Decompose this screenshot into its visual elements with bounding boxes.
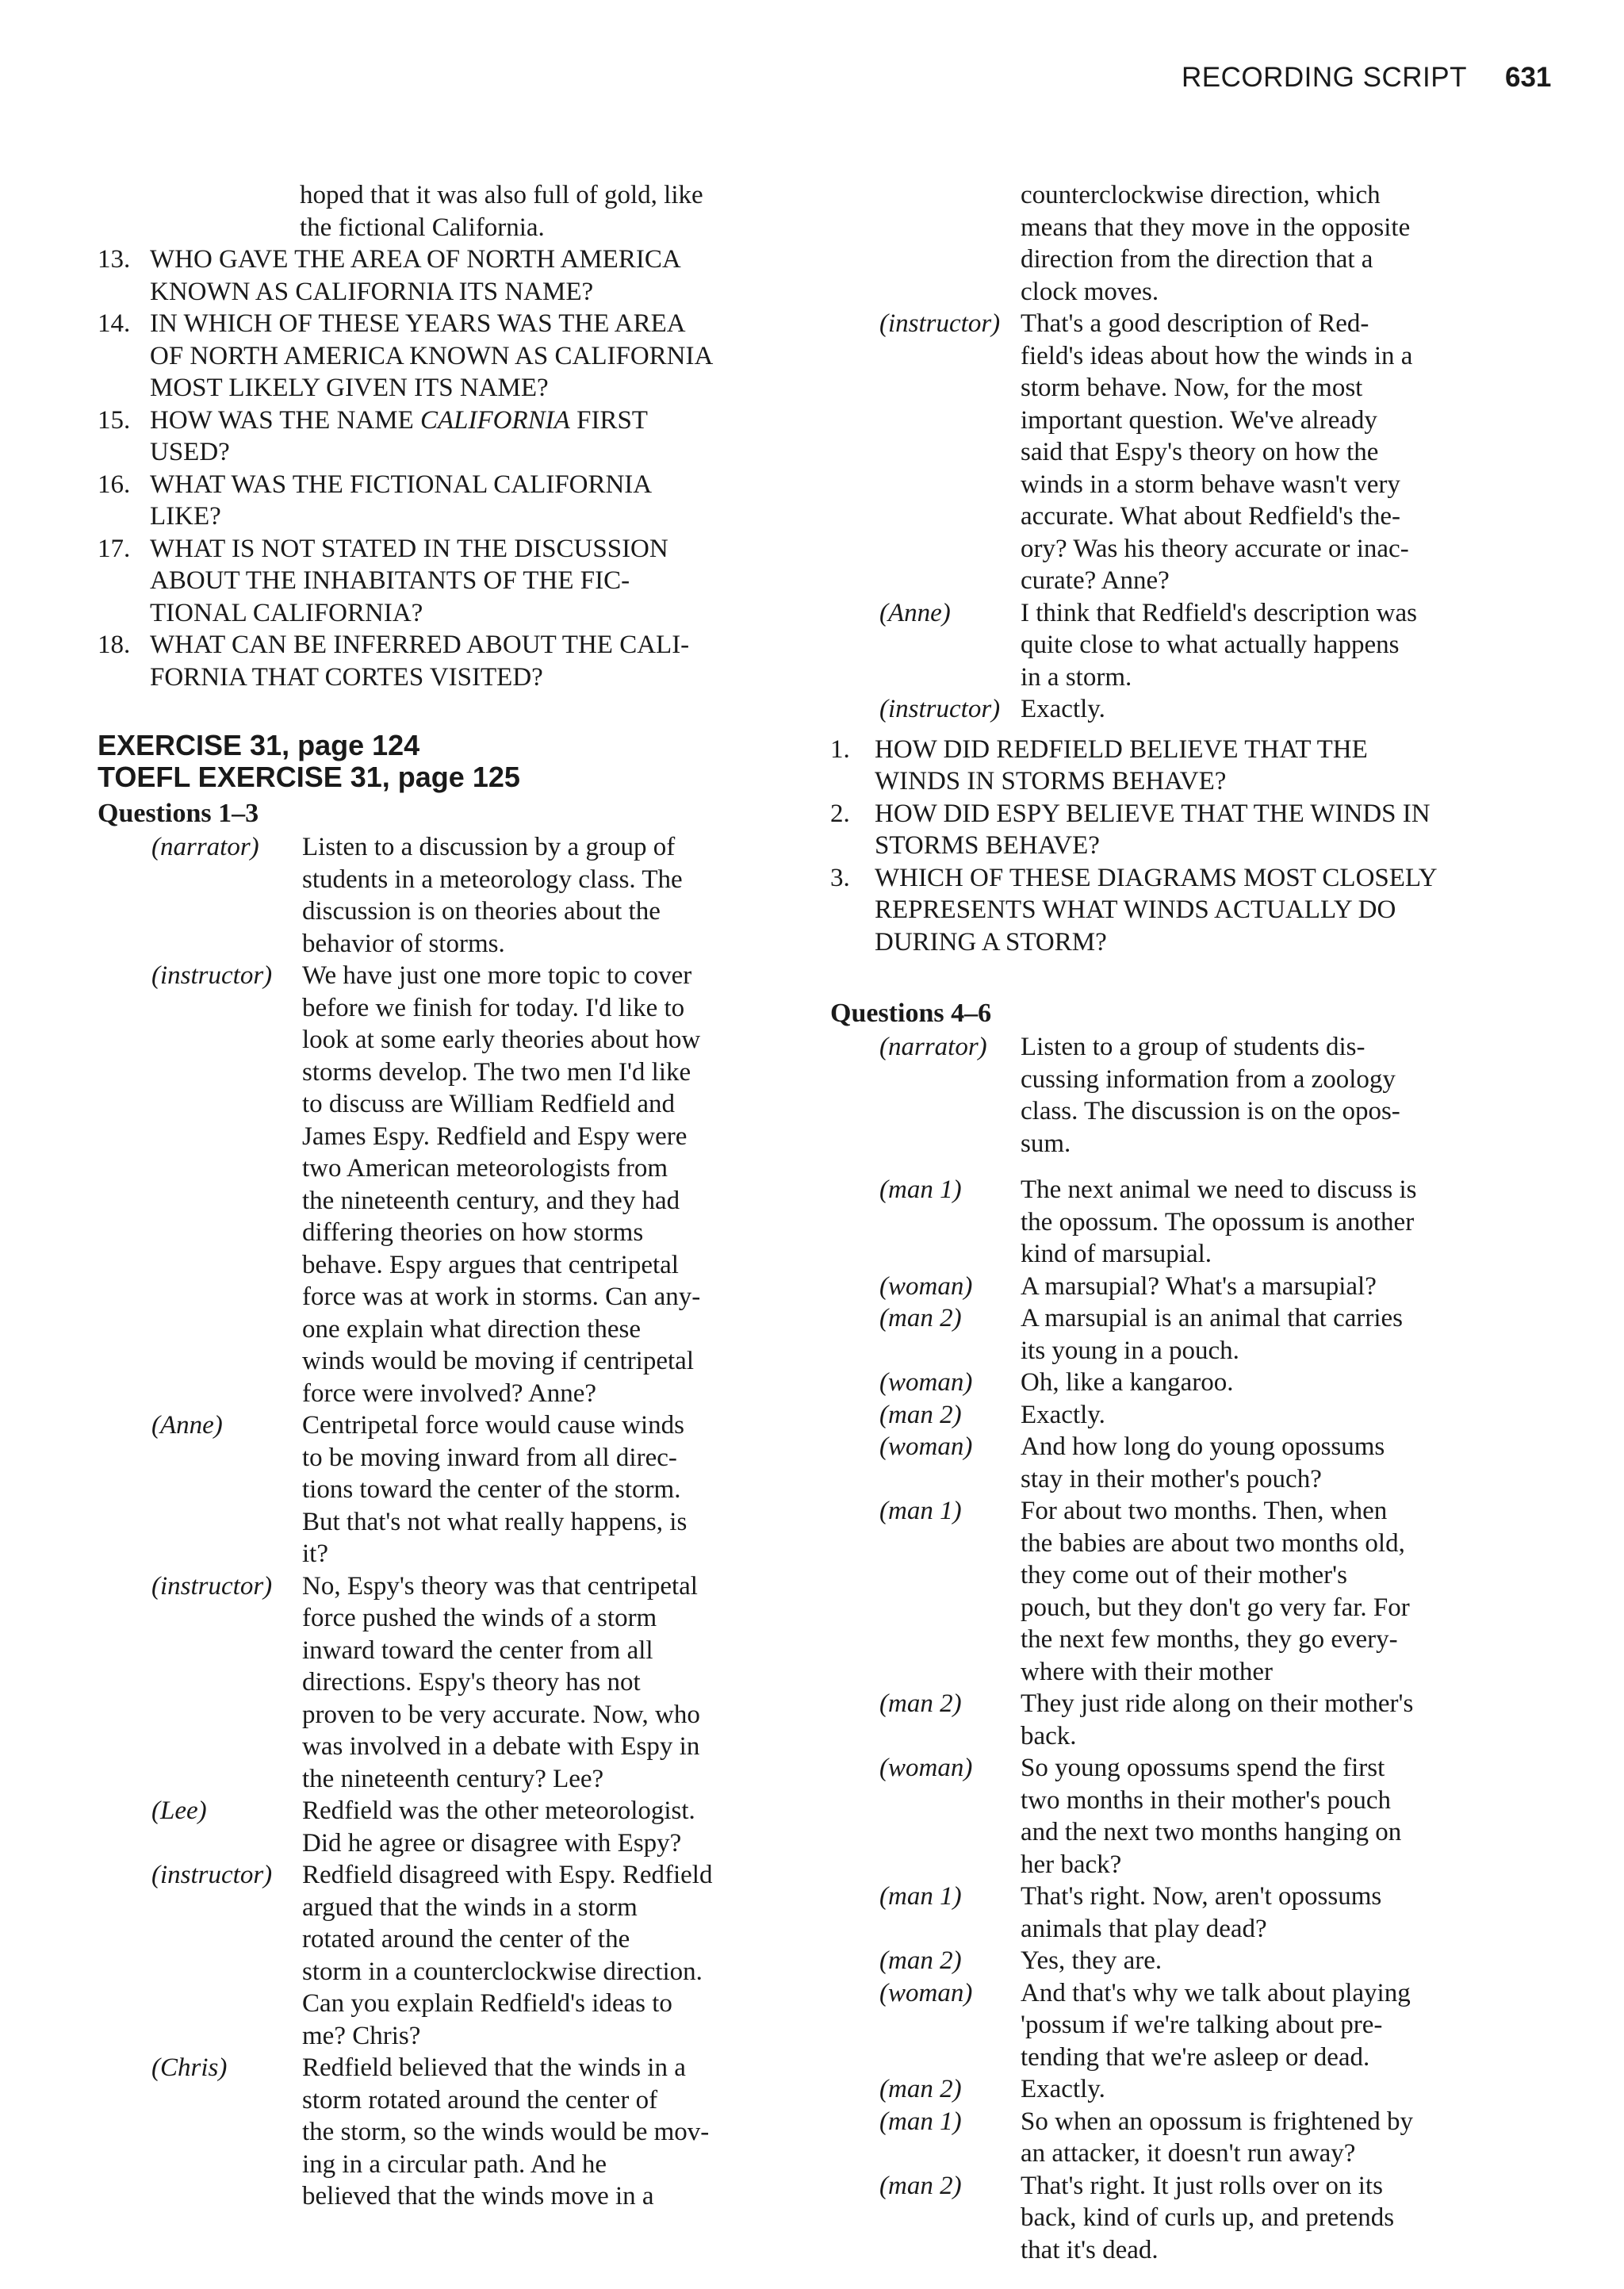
- speech-line: and the next two months hanging on: [1021, 1818, 1402, 1846]
- dialogue-turn: [830, 1495, 1496, 1688]
- question-text-line: REPRESENTS WHAT WINDS ACTUALLY DO: [875, 895, 1396, 924]
- speaker-label: (man 1): [879, 1497, 962, 1525]
- speech-line: behave. Espy argues that centripetal: [302, 1250, 679, 1279]
- speech-line: behavior of storms.: [302, 929, 505, 958]
- question-text-line: WHICH OF THESE DIAGRAMS MOST CLOSELY: [875, 863, 1438, 892]
- text-line: direction from the direction that a: [1021, 245, 1373, 274]
- page-number: 631: [1505, 62, 1552, 93]
- speech-line: me? Chris?: [302, 2021, 421, 2050]
- speech-line: So young opossums spend the first: [1021, 1754, 1385, 1782]
- speech-line: back, kind of curls up, and pretends: [1021, 2203, 1395, 2232]
- speaker-label: (woman): [879, 1432, 973, 1461]
- speech-line: animals that play dead?: [1021, 1914, 1267, 1943]
- speech-line: Can you explain Redfield's ideas to: [302, 1989, 672, 2018]
- speech-line: Centripetal force would cause winds: [302, 1411, 685, 1440]
- question-text-line: FORNIA THAT CORTES VISITED?: [150, 662, 543, 692]
- speech-text: [1021, 2106, 1496, 2170]
- exercise-heading-line: EXERCISE 31, page 124: [98, 729, 420, 761]
- dialogue-turn: [830, 1302, 1496, 1367]
- speech-text: [1021, 1688, 1496, 1752]
- question-text-line: HOW DID REDFIELD BELIEVE THAT THE: [875, 734, 1368, 764]
- text-line: means that they move in the opposite: [1021, 213, 1411, 242]
- speaker-label: (man 2): [879, 2171, 962, 2200]
- dialogue-turn: [830, 308, 1496, 597]
- question-number: 1.: [830, 734, 850, 764]
- speech-line: an attacker, it doesn't run away?: [1021, 2139, 1356, 2168]
- speech-line: James Espy. Redfield and Espy were: [302, 1121, 688, 1151]
- question-text-line: DURING A STORM?: [875, 927, 1107, 957]
- speech-text: [1021, 1752, 1496, 1881]
- speech-line: force pushed the winds of a storm: [302, 1604, 657, 1632]
- dialogue-turn: [98, 2052, 760, 2213]
- speech-line: that it's dead.: [1021, 2235, 1159, 2264]
- speaker-label: (woman): [879, 1754, 973, 1782]
- speech-line: Yes, they are.: [1021, 1946, 1162, 1975]
- speech-line: That's right. It just rolls over on its: [1021, 2171, 1383, 2200]
- dialogue-turn: [98, 1570, 760, 1796]
- speech-text: [302, 2052, 760, 2213]
- speech-line: two American meteorologists from: [302, 1154, 668, 1183]
- speech-line: Did he agree or disagree with Espy?: [302, 1828, 682, 1858]
- speech-line: winds in a storm behave wasn't very: [1021, 470, 1400, 499]
- speech-text: [302, 1409, 760, 1570]
- speech-text: [302, 1570, 760, 1796]
- speech-line: ory? Was his theory accurate or inac-: [1021, 534, 1409, 563]
- speech-line: in a storm.: [1021, 662, 1132, 692]
- speaker-label: (instructor): [879, 309, 1001, 338]
- speech-line: They just ride along on their mother's: [1021, 1689, 1414, 1718]
- speaker-label: (instructor): [151, 1861, 273, 1889]
- question-text-line: OF NORTH AMERICA KNOWN AS CALIFORNIA: [150, 341, 714, 370]
- question-number: 2.: [830, 799, 850, 828]
- speech-line: A marsupial? What's a marsupial?: [1021, 1271, 1377, 1301]
- left-column: [98, 179, 760, 2213]
- question-text-line: LIKE?: [150, 502, 221, 531]
- question-number: 18.: [98, 631, 131, 659]
- question-item: [830, 862, 1496, 959]
- question-item: [830, 734, 1496, 798]
- speech-text: [1021, 1367, 1496, 1399]
- speaker-label: (instructor): [151, 1571, 273, 1601]
- speaker-label: (Anne): [879, 598, 951, 627]
- speech-text: [1021, 308, 1496, 597]
- speech-line: I think that Redfield's description was: [1021, 598, 1417, 627]
- speech-line: two months in their mother's pouch: [1021, 1785, 1391, 1815]
- question-text-line: IN WHICH OF THESE YEARS WAS THE AREA: [150, 309, 686, 338]
- speech-line: one explain what direction these: [302, 1314, 642, 1344]
- speech-line: The next animal we need to discuss is: [1021, 1175, 1417, 1204]
- speaker-label: (Lee): [151, 1796, 207, 1825]
- dialogue-turn: [830, 1881, 1496, 1945]
- question-text-line: WHAT CAN BE INFERRED ABOUT THE CALI-: [150, 631, 690, 659]
- question-item: [98, 243, 760, 308]
- dialogue-turn: [98, 1795, 760, 1859]
- question-text-line: TIONAL CALIFORNIA?: [150, 598, 423, 627]
- speech-line: Exactly.: [1021, 1400, 1105, 1429]
- speaker-label: (man 2): [879, 1689, 962, 1718]
- question-number: 16.: [98, 470, 131, 499]
- question-text-line: HOW WAS THE NAME CALIFORNIA FIRST: [150, 405, 648, 435]
- question-text-line: WHAT IS NOT STATED IN THE DISCUSSION: [150, 534, 668, 563]
- dialogue-turn: [830, 1031, 1496, 1160]
- speech-line: the opossum. The opossum is another: [1021, 1207, 1415, 1237]
- speech-line: to be moving inward from all direc-: [302, 1443, 677, 1472]
- question-number: 13.: [98, 245, 131, 274]
- question-item: [98, 308, 760, 405]
- speech-line: pouch, but they don't go very far. For: [1021, 1593, 1410, 1622]
- speech-text: [1021, 1881, 1496, 1945]
- speech-line: tions toward the center of the storm.: [302, 1475, 681, 1504]
- speech-line: And how long do young opossums: [1021, 1432, 1385, 1461]
- dialogue-turn: [98, 1859, 760, 2052]
- question-text-line: STORMS BEHAVE?: [875, 831, 1100, 860]
- dialogue-turn: [830, 1752, 1496, 1881]
- dialogue-turn: [830, 1945, 1496, 1977]
- speech-line: curate? Anne?: [1021, 566, 1170, 595]
- speech-line: storm in a counterclockwise direction.: [302, 1957, 703, 1986]
- text-line: hoped that it was also full of gold, like: [300, 181, 703, 209]
- speaker-label: (man 1): [879, 2107, 962, 2136]
- speech-text: [1021, 2073, 1496, 2106]
- question-item: [98, 629, 760, 693]
- speech-line: 'possum if we're talking about pre-: [1021, 2011, 1383, 2039]
- dialogue-turn: [830, 1367, 1496, 1399]
- speech-text: [1021, 1271, 1496, 1303]
- dialogue-turn: [830, 2170, 1496, 2267]
- text-line: counterclockwise direction, which: [1021, 181, 1381, 209]
- dialogue-turn: [830, 2106, 1496, 2170]
- question-list-13-18: [98, 243, 760, 693]
- speech-line: storm rotated around the center of: [302, 2085, 658, 2115]
- speech-line: rotated around the center of the: [302, 1925, 630, 1954]
- speech-line: ing in a circular path. And he: [302, 2149, 607, 2179]
- question-text-line: ABOUT THE INHABITANTS OF THE FIC-: [150, 566, 630, 595]
- speech-line: Exactly.: [1021, 695, 1105, 723]
- speech-line: That's a good description of Red-: [1021, 309, 1369, 338]
- speech-line: Listen to a group of students dis-: [1021, 1033, 1365, 1061]
- toefl-exercise-heading-line: TOEFL EXERCISE 31, page 125: [98, 761, 520, 793]
- right-continuation: [1021, 179, 1496, 308]
- question-item: [98, 533, 760, 630]
- speech-line: it?: [302, 1539, 328, 1568]
- question-number: 15.: [98, 405, 131, 435]
- speech-line: the babies are about two months old,: [1021, 1528, 1405, 1558]
- speech-line: they come out of their mother's: [1021, 1561, 1347, 1589]
- speaker-label: (man 1): [879, 1882, 962, 1911]
- speech-text: [1021, 1399, 1496, 1432]
- speaker-label: (man 2): [879, 1400, 962, 1429]
- italic-title-word: CALIFORNIA: [420, 405, 570, 435]
- speaker-label: (man 1): [879, 1175, 962, 1204]
- speech-line: before we finish for today. I'd like to: [302, 993, 685, 1022]
- text-line: the fictional California.: [300, 213, 545, 242]
- speech-line: Redfield believed that the winds in a: [302, 2053, 686, 2082]
- dialogue-turn: [830, 1431, 1496, 1495]
- right-column: [830, 179, 1496, 2266]
- speaker-label: (man 2): [879, 1304, 962, 1332]
- dialogue-turn: [830, 1271, 1496, 1303]
- speech-line: And that's why we talk about playing: [1021, 1978, 1411, 2007]
- speech-line: important question. We've already: [1021, 405, 1377, 435]
- dialogue-turn: [830, 1688, 1496, 1752]
- dialogue-turn: [98, 1409, 760, 1570]
- speech-line: accurate. What about Redfield's the-: [1021, 502, 1401, 531]
- question-item: [830, 798, 1496, 862]
- speech-line: her back?: [1021, 1850, 1122, 1879]
- dialogue-turn: [98, 960, 760, 1409]
- speech-text: [1021, 1495, 1496, 1688]
- speech-line: Redfield was the other meteorologist.: [302, 1796, 695, 1825]
- dialogue-turn: [830, 693, 1496, 726]
- speech-line: students in a meteorology class. The: [302, 865, 683, 894]
- speech-text: [302, 1795, 760, 1859]
- speech-line: We have just one more topic to cover: [302, 961, 692, 990]
- dialogue-turn: [830, 1399, 1496, 1432]
- questions-heading-4-6: Questions 4–6: [830, 999, 992, 1028]
- dialogue-left: [98, 831, 760, 2213]
- speech-line: quite close to what actually happens: [1021, 631, 1400, 659]
- question-text-line: HOW DID ESPY BELIEVE THAT THE WINDS IN: [875, 799, 1431, 828]
- speech-line: No, Espy's theory was that centripetal: [302, 1571, 698, 1601]
- speech-line: believed that the winds move in a: [302, 2182, 654, 2210]
- speech-text: [1021, 1431, 1496, 1495]
- speaker-label: (woman): [879, 1271, 973, 1301]
- running-title: RECORDING SCRIPT: [1182, 62, 1467, 93]
- speaker-label: (man 2): [879, 1946, 962, 1975]
- speech-line: kind of marsupial.: [1021, 1240, 1212, 1268]
- speaker-label: (instructor): [151, 961, 273, 990]
- left-continuation: [300, 179, 760, 243]
- speech-line: look at some early theories about how: [302, 1026, 701, 1054]
- text-line: clock moves.: [1021, 277, 1159, 306]
- question-text-line: USED?: [150, 438, 230, 466]
- speech-line: to discuss are William Redfield and: [302, 1090, 676, 1118]
- speech-text: [1021, 1945, 1496, 1977]
- speech-line: stay in their mother's pouch?: [1021, 1464, 1322, 1493]
- question-number: 3.: [830, 863, 850, 892]
- speech-line: directions. Espy's theory has not: [302, 1668, 641, 1697]
- question-list-1-3: [830, 734, 1496, 959]
- speech-text: [302, 1859, 760, 2052]
- question-text-line: MOST LIKELY GIVEN ITS NAME?: [150, 374, 549, 402]
- speech-line: winds would be moving if centripetal: [302, 1347, 694, 1375]
- dialogue-turn: [830, 1174, 1496, 1271]
- question-text-line: WINDS IN STORMS BEHAVE?: [875, 767, 1227, 796]
- question-number: 14.: [98, 309, 131, 338]
- speech-line: discussion is on theories about the: [302, 897, 661, 926]
- speaker-label: (narrator): [151, 833, 259, 861]
- dialogue-turn: [98, 831, 760, 960]
- speech-line: argued that the winds in a storm: [302, 1892, 638, 1922]
- speech-text: [1021, 597, 1496, 694]
- speaker-label: (woman): [879, 1978, 973, 2007]
- speech-line: its young in a pouch.: [1021, 1336, 1239, 1365]
- speech-line: where with their mother: [1021, 1657, 1273, 1686]
- speech-text: [1021, 1302, 1496, 1367]
- dialogue-turn: [830, 597, 1496, 694]
- speech-line: the storm, so the winds would be mov-: [302, 2118, 710, 2146]
- question-text-line: KNOWN AS CALIFORNIA ITS NAME?: [150, 277, 594, 306]
- speech-text: [1021, 693, 1496, 726]
- question-item: [98, 469, 760, 533]
- speech-text: [302, 831, 760, 960]
- exercise-heading: [98, 730, 760, 793]
- speech-line: said that Espy's theory on how the: [1021, 438, 1379, 466]
- dialogue-turn: [830, 2073, 1496, 2106]
- speech-line: field's ideas about how the winds in a: [1021, 341, 1413, 370]
- speech-line: was involved in a debate with Espy in: [302, 1732, 700, 1761]
- question-text-line: WHO GAVE THE AREA OF NORTH AMERICA: [150, 245, 681, 274]
- question-number: 17.: [98, 534, 131, 563]
- speech-line: A marsupial is an animal that carries: [1021, 1304, 1404, 1332]
- speech-line: back.: [1021, 1721, 1077, 1750]
- speech-text: [1021, 1031, 1496, 1160]
- speaker-label: (Anne): [151, 1411, 223, 1440]
- speech-text: [1021, 2170, 1496, 2267]
- dialogue-turn: [830, 1977, 1496, 2074]
- speech-line: cussing information from a zoology: [1021, 1064, 1396, 1094]
- speech-line: Listen to a discussion by a group of: [302, 833, 676, 861]
- question-item: [98, 405, 760, 469]
- speech-line: the nineteenth century, and they had: [302, 1186, 680, 1215]
- speech-line: force were involved? Anne?: [302, 1378, 597, 1408]
- speech-line: Exactly.: [1021, 2075, 1105, 2103]
- speech-line: the next few months, they go every-: [1021, 1625, 1398, 1654]
- speech-line: Oh, like a kangaroo.: [1021, 1368, 1234, 1397]
- speech-line: storms develop. The two men I'd like: [302, 1057, 691, 1087]
- speech-line: storm behave. Now, for the most: [1021, 374, 1363, 402]
- speech-line: proven to be very accurate. Now, who: [302, 1700, 700, 1729]
- dialogue-right-b: [830, 1031, 1496, 2266]
- speech-line: So when an opossum is frightened by: [1021, 2107, 1413, 2136]
- speech-text: [1021, 1977, 1496, 2074]
- question-text-line: WHAT WAS THE FICTIONAL CALIFORNIA: [150, 470, 653, 499]
- speech-line: But that's not what really happens, is: [302, 1507, 688, 1536]
- speech-line: the nineteenth century? Lee?: [302, 1764, 604, 1793]
- speech-line: class. The discussion is on the opos-: [1021, 1097, 1400, 1125]
- speech-line: For about two months. Then, when: [1021, 1497, 1388, 1525]
- speaker-label: (instructor): [879, 695, 1001, 723]
- speech-text: [1021, 1174, 1496, 1271]
- speech-line: tending that we're asleep or dead.: [1021, 2042, 1370, 2072]
- questions-heading: Questions 1–3: [98, 799, 259, 828]
- speaker-label: (woman): [879, 1368, 973, 1397]
- speech-text: [302, 960, 760, 1409]
- speaker-label: (Chris): [151, 2053, 228, 2082]
- speech-line: force was at work in storms. Can any-: [302, 1283, 701, 1311]
- speech-line: differing theories on how storms: [302, 1218, 644, 1247]
- speech-line: sum.: [1021, 1129, 1071, 1158]
- speaker-label: (narrator): [879, 1033, 987, 1061]
- dialogue-right-a: [830, 308, 1496, 726]
- speech-line: Redfield disagreed with Espy. Redfield: [302, 1861, 713, 1889]
- speech-line: inward toward the center from all: [302, 1635, 653, 1665]
- speaker-label: (man 2): [879, 2075, 962, 2103]
- speech-line: That's right. Now, aren't opossums: [1021, 1882, 1382, 1911]
